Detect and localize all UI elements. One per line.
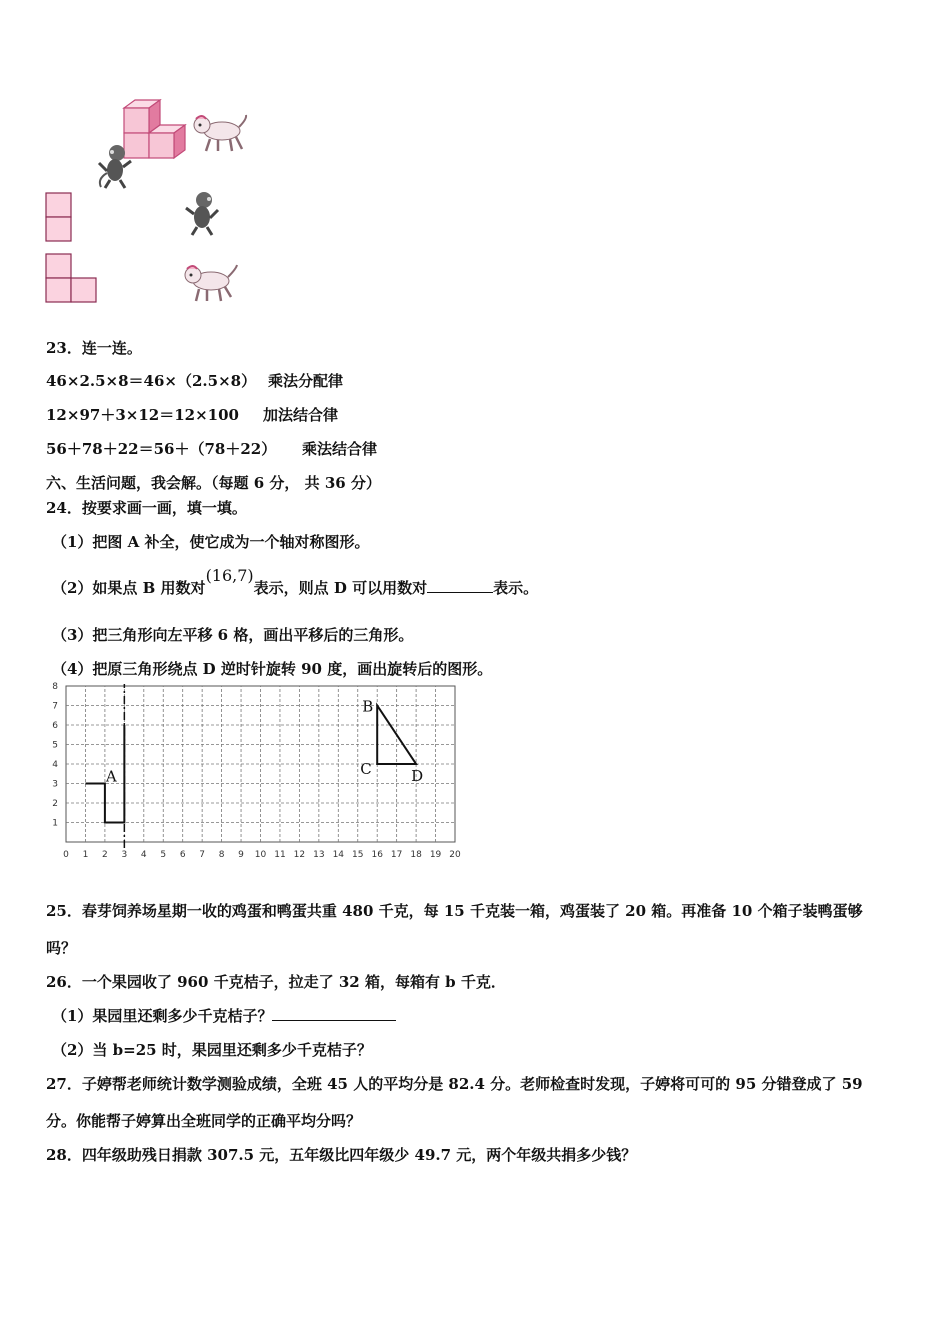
label-b: B: [362, 697, 374, 716]
q24-part-1: （1）把图 A 补全，使它成为一个轴对称图形。: [52, 533, 370, 551]
q26-part-1: [52, 1005, 396, 1026]
q23-law-1: 乘法分配律: [268, 372, 344, 390]
q26-title: 26．一个果园收了 960 千克桔子，拉走了 32 箱，每箱有 b 千克．: [46, 973, 506, 991]
y-tick-label: 6: [52, 721, 58, 731]
x-tick-label: 19: [429, 850, 442, 860]
q26-part-1-text: （1）果园里还剩多少千克桔子？: [52, 1007, 273, 1025]
q24-part-4: （4）把原三角形绕点 D 逆时针旋转 90 度，画出旋转后的图形。: [52, 660, 493, 678]
x-tick-label: 16: [371, 850, 383, 860]
y-tick-label: 8: [52, 682, 58, 692]
x-tick-label: 11: [274, 850, 286, 860]
q23-law-3: 乘法结合律: [302, 440, 378, 458]
q26-part-2: （2）当 b=25 时，果园里还剩多少千克桔子？: [52, 1041, 372, 1059]
q25-line-2: 吗？: [46, 939, 77, 957]
q28-text: 28．四年级助残日捐款 307.5 元，五年级比四年级少 49.7 元，两个年级共捐多少钱？: [46, 1146, 637, 1164]
x-tick-label: 0: [63, 850, 69, 860]
x-tick-label: 18: [410, 850, 422, 860]
x-tick-label: 6: [179, 850, 186, 860]
x-tick-label: 12: [293, 850, 306, 860]
y-tick-label: 2: [52, 799, 58, 809]
y-tick-label: 3: [52, 779, 58, 790]
q24-part-2-text-c: 表示。: [493, 579, 539, 597]
cube-stack: [124, 100, 185, 158]
q23-expr-3: 56＋78＋22＝56＋（78＋22）: [46, 440, 277, 458]
q27-line-2: 分。你能帮子婷算出全班同学的正确平均分吗？: [46, 1112, 362, 1130]
q24-part-2-text-a: （2）如果点 B 用数对: [52, 579, 206, 597]
x-tick-label: 20: [449, 850, 461, 860]
q24-part-2-text-b: 表示，则点 D 可以用数对: [253, 579, 428, 597]
x-tick-label: 8: [218, 850, 225, 860]
x-tick-label: 15: [352, 850, 364, 860]
q24-part-3: （3）把三角形向左平移 6 格，画出平移后的三角形。: [52, 626, 414, 644]
monkey-icon: [186, 192, 218, 235]
x-tick-label: 9: [238, 850, 244, 860]
x-tick-label: 7: [199, 850, 206, 860]
dog-icon: [185, 265, 237, 301]
label-d: D: [411, 767, 424, 785]
section-title: 六、生活问题，我会解。（每题 6 分， 共 36 分）: [46, 474, 381, 492]
q23-expr-1: 46×2.5×8＝46×（2.5×8）: [46, 372, 257, 390]
x-tick-label: 17: [390, 850, 403, 860]
q25-line-1: 25．春芽饲养场星期一收的鸡蛋和鸭蛋共重 480 千克，每 15 千克装一箱，鸡蛋装了 20 箱。再准备 10 个箱子装鸭蛋够: [46, 902, 863, 920]
x-tick-label: 14: [332, 850, 345, 860]
view-shape-1: [46, 193, 71, 241]
views-figure: [40, 95, 260, 310]
x-tick-label: 5: [160, 850, 167, 860]
x-tick-label: 3: [121, 850, 128, 860]
q23-expr-2: 12×97＋3×12＝12×100: [46, 406, 239, 424]
label-a: A: [105, 767, 117, 786]
coordinate-grid: [44, 682, 464, 879]
x-tick-label: 2: [102, 850, 108, 860]
q24-title: 24．按要求画一画，填一填。: [46, 499, 247, 517]
label-c: C: [360, 760, 372, 778]
q27-line-1: 27．子婷帮老师统计数学测验成绩，全班 45 人的平均分是 82.4 分。老师检查时发现，子婷将可可的 95 分错登成了 59: [46, 1075, 863, 1093]
coordinate-pair: (16,7): [205, 566, 254, 585]
q23-title: 23．连一连。: [46, 339, 142, 357]
q24-part-2: [52, 566, 539, 598]
x-tick-label: 13: [313, 850, 325, 860]
y-tick-label: 5: [52, 740, 58, 751]
y-tick-label: 7: [52, 701, 58, 712]
answer-blank[interactable]: [272, 1006, 396, 1021]
x-tick-label: 1: [82, 850, 89, 860]
x-tick-label: 4: [140, 850, 147, 860]
view-shape-2: [46, 254, 96, 302]
y-tick-label: 4: [52, 760, 58, 770]
q23-law-2: 加法结合律: [263, 406, 339, 424]
y-tick-label: 1: [52, 818, 58, 829]
x-tick-label: 10: [254, 850, 267, 860]
dog-icon: [194, 115, 246, 151]
answer-blank[interactable]: [427, 578, 493, 593]
